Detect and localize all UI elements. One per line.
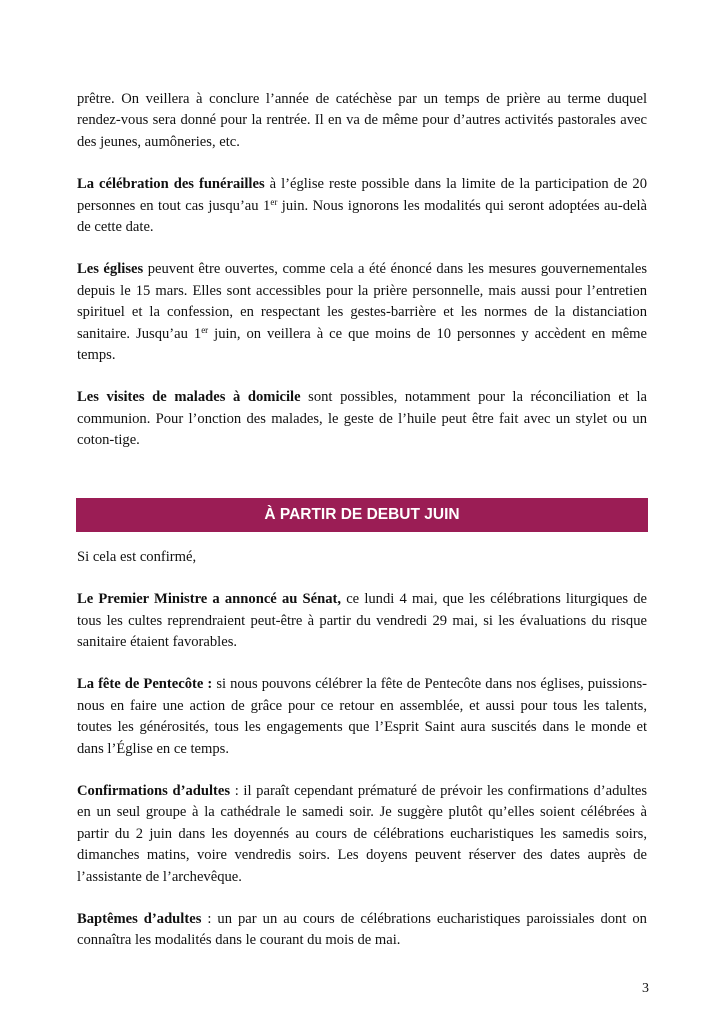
paragraph-lead: Confirmations d’adultes — [77, 782, 231, 799]
banner-spacer — [77, 532, 647, 547]
paragraph-spacer — [77, 238, 647, 259]
paragraph-lead: Les visites de malades à domicile — [77, 389, 301, 406]
paragraph-pentecote: La fête de Pentecôte : si nous pouvons célébrer la fête de Pentecôte dans nos églises, puissions-nous en faire une action de grâce pour ce retour en assemblée, et aussi pour tous les talents, toutes les générosités, tous les engagements que l’Esprit Saint aura suscités dans le monde et dans l’Église en ce temps. — [77, 676, 647, 757]
paragraph-spacer — [77, 653, 647, 674]
paragraph-spacer — [77, 366, 647, 387]
paragraph-lead: Baptêmes d’adultes — [77, 910, 202, 927]
page-number: 3 — [642, 981, 649, 996]
paragraph-visites-malades: Les visites de malades à domicile sont possibles, notamment pour la réconciliation et la communion. Pour l’onction des malades, le geste de l’huile peut être fait avec un stylet ou un coton-tige. — [77, 389, 647, 449]
paragraph-spacer — [77, 888, 647, 909]
paragraph-lead: La fête de Pentecôte : — [77, 676, 213, 693]
paragraph-catechese: prêtre. On veillera à conclure l’année de catéchèse par un temps de prière au terme duquel rendez-vous sera donné pour la rentrée. Il en va de même pour d’autres activités pastorales avec des jeunes, aumôneries, etc. — [77, 91, 647, 150]
section-spacer — [77, 452, 647, 498]
section-heading-banner — [76, 498, 648, 532]
paragraph-intro: Si cela est confirmé, — [77, 548, 197, 565]
paragraph-funerailles: La célébration des funérailles à l’église reste possible dans la limite de la participation de 20 personnes en tout cas jusqu’au 1er juin. Nous ignorons les modalités qui seront adoptées au-delà de cette date. — [77, 176, 647, 236]
paragraph-eglises: Les églises peuvent être ouvertes, comme cela a été énoncé dans les mesures gouvernementales depuis le 15 mars. Elles sont accessibles pour la prière personnelle, mais aussi pour l’entretien spirituel et la confession, en respectant les gestes-barrière et les normes de la distanciation sanitaire. Jusqu’au 1er juin, on veillera à ce que moins de 10 personnes y accèdent en même temps. — [77, 261, 648, 364]
paragraph-lead: La célébration des funérailles — [77, 176, 265, 193]
paragraph-confirmations: Confirmations d’adultes : il paraît cependant prématuré de prévoir les confirmations d’adultes en un seul groupe à la cathédrale le samedi soir. Je suggère plutôt qu’elles soient célébrées à partir du 2 juin dans les doyennés au cours de célébrations eucharistiques les samedis soirs, dimanches matins, voire vendredis soirs. Les doyens peuvent réserver des dates auprès de l’assistante de l’archevêque. — [77, 782, 647, 885]
paragraph-spacer — [77, 153, 647, 174]
paragraph-premier-ministre: Le Premier Ministre a annoncé au Sénat, ce lundi 4 mai, que les célébrations liturgiques de tous les cultes reprendraient peut-être à partir du vendredi 29 mai, si les évaluations du risque sanitaire étaient favorables. — [77, 591, 647, 650]
paragraph-spacer — [77, 760, 647, 781]
paragraph-lead: Le Premier Ministre a annoncé au Sénat, — [77, 591, 342, 608]
section-heading-title: À PARTIR DE DEBUT JUIN — [264, 505, 460, 523]
paragraph-baptemes: Baptêmes d’adultes : un par un au cours de célébrations eucharistiques paroissiales dont on connaîtra les modalités dans le courant du mois de mai. — [77, 910, 647, 949]
document-body — [77, 89, 647, 952]
paragraph-spacer — [77, 568, 647, 589]
paragraph-lead: Les églises — [77, 261, 144, 278]
